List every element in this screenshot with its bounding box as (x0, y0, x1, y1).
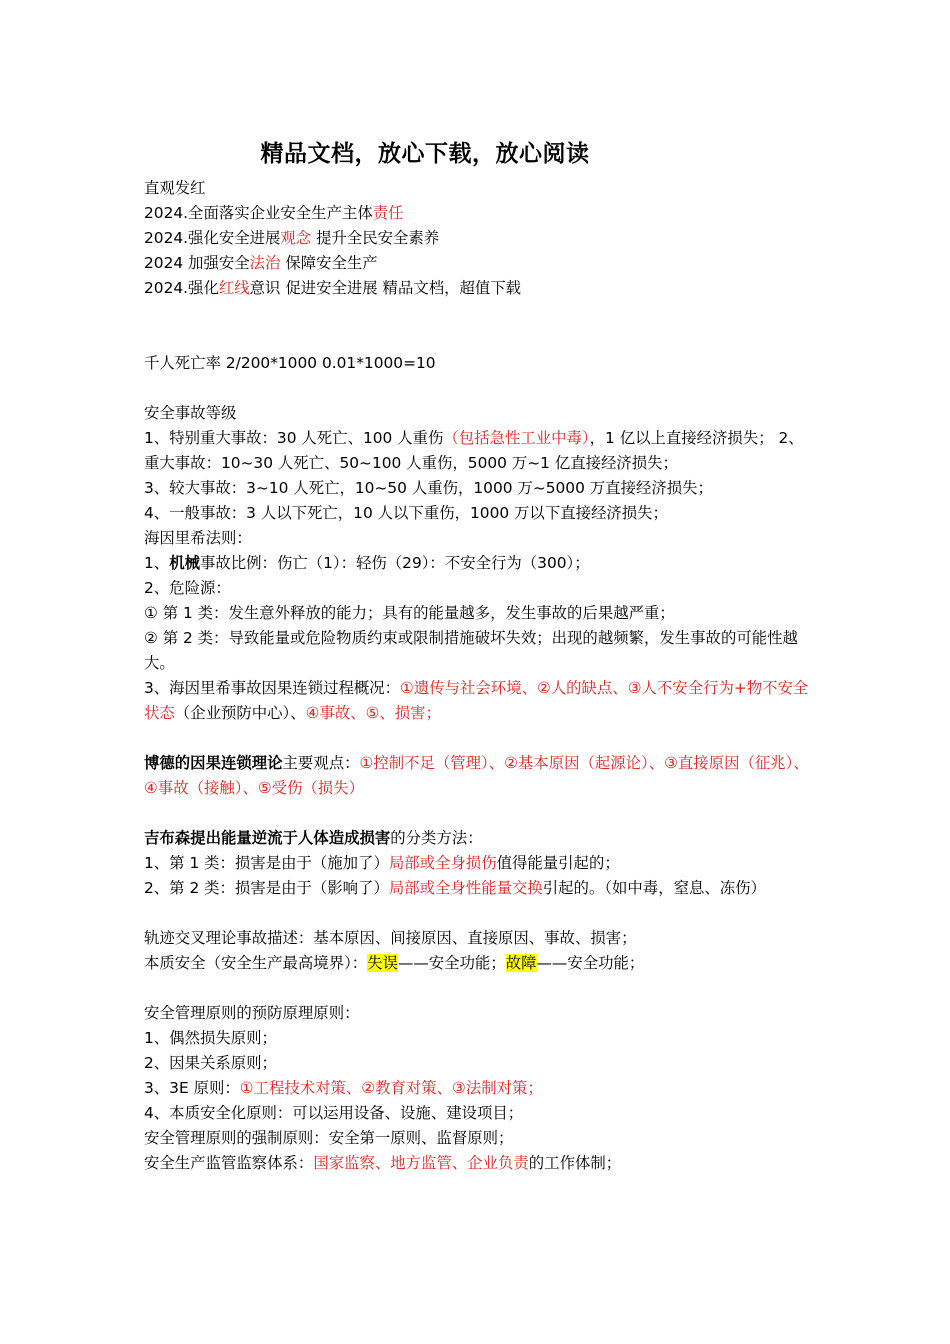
text-segment: 保障安全生产 (280, 254, 378, 272)
text-line (144, 226, 810, 251)
text-line (144, 526, 810, 551)
text-line (144, 926, 810, 951)
text-segment: ——安全功能； (397, 954, 506, 972)
text-segment: 主要观点： (282, 754, 360, 772)
text-line (144, 276, 810, 301)
text-segment: 4、本质安全化原则：可以运用设备、设施、建设项目； (144, 1104, 524, 1122)
text-segment: 3、较大事故：3~10 人死亡，10~50 人重伤，1000 万~5000 万直接经济损失； (144, 479, 713, 497)
text-line (144, 1001, 810, 1026)
text-line (144, 201, 810, 226)
highlighted-text: 失误 (367, 954, 398, 972)
text-segment: 事故比例：伤亡（1）：轻伤（29）：不安全行为（300）； (199, 554, 590, 572)
text-line (144, 251, 810, 276)
red-text: 法治 (249, 254, 281, 272)
blank-line (144, 976, 810, 1001)
text-segment: 4、一般事故：3 人以下死亡，10 人以下重伤，1000 万以下直接经济损失； (144, 504, 668, 522)
text-line (144, 1026, 810, 1051)
text-segment: 2024.强化 (144, 279, 219, 297)
text-segment: 2024 加强安全 (144, 254, 250, 272)
text-line (144, 1126, 810, 1151)
red-text: 红线 (218, 279, 250, 297)
text-line (144, 851, 810, 876)
text-line (144, 476, 810, 501)
text-segment: 安全生产监管监察体系： (144, 1154, 314, 1172)
text-line (144, 626, 810, 676)
text-line (144, 1051, 810, 1076)
text-segment: 海因里希法则： (144, 529, 252, 547)
text-segment: ① 第 1 类：发生意外释放的能力；具有的能量越多，发生事故的后果越严重； (144, 604, 675, 622)
text-line (144, 351, 810, 376)
text-line (144, 1151, 810, 1176)
text-segment: ——安全功能； (536, 954, 645, 972)
text-line (144, 1076, 810, 1101)
text-segment: 2、危险源： (144, 579, 231, 597)
text-line (144, 401, 810, 426)
red-text: ①控制不足（管理）、②基本原因（起源论）、③直接原因（征兆）、④事故（接触）、⑤受伤（损失） (144, 754, 809, 797)
text-segment: 直观发红 (144, 179, 206, 197)
blank-line (144, 376, 810, 401)
text-segment: 1、 (144, 554, 170, 572)
text-segment: 的分类方法： (390, 829, 483, 847)
blank-line (144, 801, 810, 826)
red-text: 局部或全身损伤 (388, 854, 497, 872)
text-segment: 轨迹交叉理论事故描述：基本原因、间接原因、直接原因、事故、损害； (144, 929, 637, 947)
text-segment: 1、偶然损失原则； (144, 1029, 277, 1047)
text-line (144, 426, 810, 476)
text-segment: 安全管理原则的强制原则：安全第一原则、监督原则； (144, 1129, 514, 1147)
text-line (144, 551, 810, 576)
text-segment: 3、海因里希事故因果连锁过程概况： (144, 679, 401, 697)
document-title: 精品文档，放心下载，放心阅读 (260, 141, 590, 167)
text-line (144, 501, 810, 526)
text-line (144, 876, 810, 901)
text-segment: ，1 亿以上直接经济损失； 2、重大事故：10~30 人死亡、50~100 人重伤，5000 万~1 亿直接经济损失； (144, 429, 804, 472)
text-segment: 安全事故等级 (144, 404, 237, 422)
red-text: ④事故、⑤、损害； (305, 704, 441, 722)
red-text: ①工程技术对策、②教育对策、③法制对策； (239, 1079, 543, 1097)
red-text: 责任 (372, 204, 404, 222)
red-text: 国家监察、地方监管、企业负责 (313, 1154, 529, 1172)
text-segment: 本质安全（安全生产最高境界）： (144, 954, 368, 972)
text-segment: ② 第 2 类：导致能量或危险物质约束或限制措施破坏失效；出现的越频繁，发生事故的可能性越大。 (144, 629, 798, 672)
blank-line (144, 301, 810, 351)
text-segment: 2、第 2 类：损害是由于（影响了） (144, 879, 389, 897)
text-line (144, 601, 810, 626)
text-segment: 1、第 1 类：损害是由于（施加了） (144, 854, 389, 872)
highlighted-text: 故障 (505, 954, 537, 972)
bold-text: 机械 (169, 554, 200, 572)
text-line (144, 751, 810, 801)
text-segment: 2、因果关系原则； (144, 1054, 277, 1072)
blank-line (144, 726, 810, 751)
bold-text: 博德的因果连锁理论 (144, 754, 283, 772)
text-line (144, 176, 810, 201)
text-segment: 2024.全面落实企业安全生产主体 (144, 204, 373, 222)
text-segment: 引起的。（如中毒，窒息、冻伤） (542, 879, 766, 897)
red-text: 局部或全身性能量交换 (388, 879, 543, 897)
document-body (144, 176, 810, 1176)
text-line (144, 826, 810, 851)
text-line (144, 1101, 810, 1126)
text-segment: 3、3E 原则： (144, 1079, 240, 1097)
text-segment: 2024.强化安全进展 (144, 229, 281, 247)
blank-line (144, 901, 810, 926)
text-segment: 安全管理原则的预防原理原则： (144, 1004, 360, 1022)
red-text: 观念 (280, 229, 312, 247)
text-segment: 提升全民安全素养 (311, 229, 440, 247)
red-text: （包括急性工业中毒） (443, 429, 590, 447)
text-segment: 意识 促进安全进展 精品文档，超值下载 (249, 279, 522, 297)
text-line (144, 676, 810, 726)
text-segment: 的工作体制； (528, 1154, 622, 1172)
text-segment: 值得能量引起的； (496, 854, 620, 872)
text-line (144, 576, 810, 601)
text-segment: 1、特别重大事故：30 人死亡、100 人重伤 (144, 429, 444, 447)
red-text: ①遗传与社会环境、②人的缺点、③人不安全行为+物不安全状态 (144, 679, 809, 722)
bold-text: 吉布森提出能量逆流于人体造成损害 (144, 829, 391, 847)
text-line (144, 951, 810, 976)
text-segment: 千人死亡率 2/200*1000 0.01*1000=10 (144, 354, 436, 372)
text-segment: （企业预防中心）、 (174, 704, 306, 722)
